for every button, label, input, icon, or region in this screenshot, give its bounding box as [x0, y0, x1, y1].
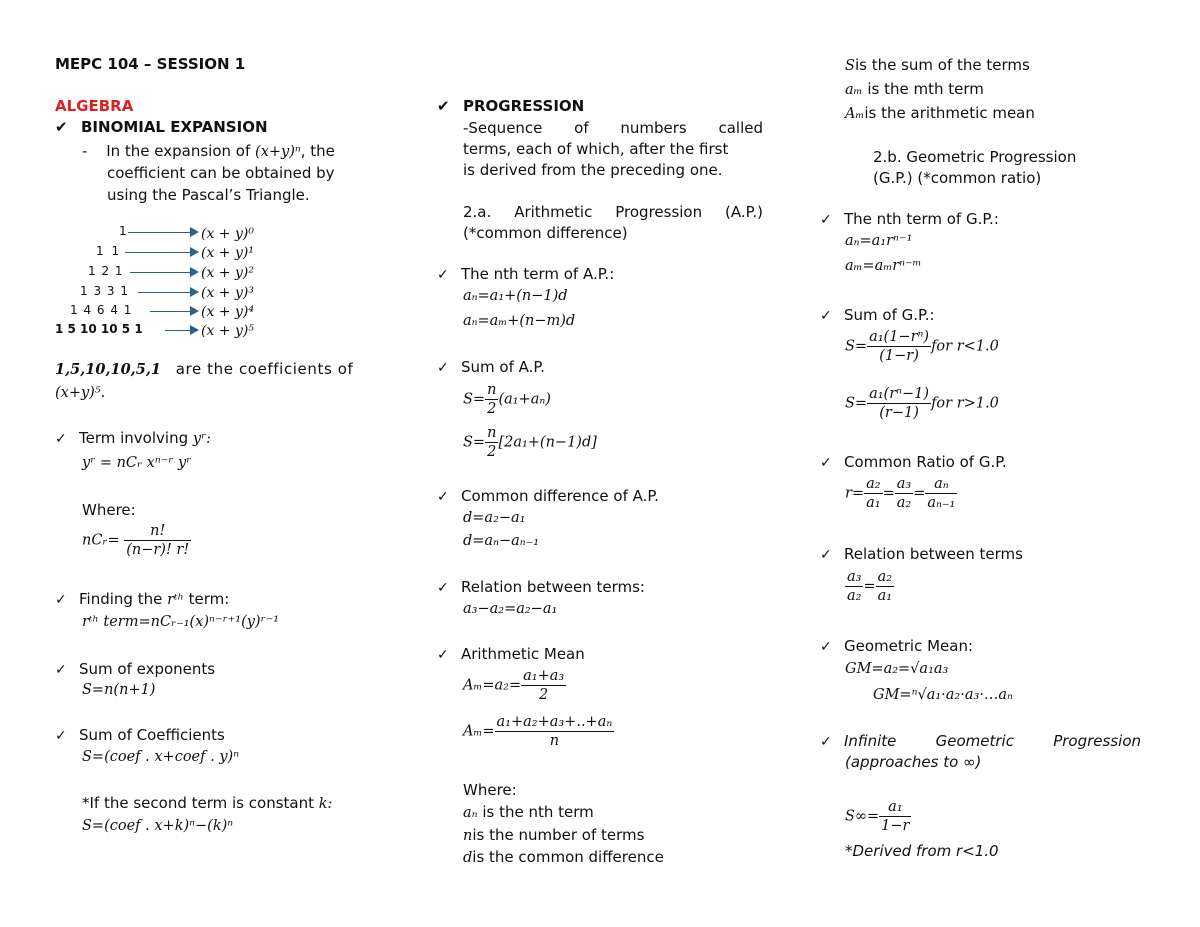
- ap-where-difference: dis the common difference: [463, 848, 664, 866]
- term-heading: ✓ Term involving yʳ:: [55, 429, 212, 447]
- check-icon: ✓: [820, 308, 832, 324]
- progression-desc-line1: -Sequence of numbers called: [463, 119, 763, 137]
- ap-sum-formula-2: S= $\frac{n}{2}$ [2a₁+(n−1)d]: [463, 425, 597, 460]
- pascal-row: 1 2 1: [88, 264, 123, 278]
- check-icon: ✓: [820, 547, 832, 563]
- geometric-mean-heading: ✓ Geometric Mean:: [820, 637, 974, 655]
- arrow-head-icon: [190, 287, 199, 297]
- arithmetic-mean-formula-2: Aₘ= $\frac{\text{a₁+a₂+a₃+..+aₙ}}{n}$: [463, 714, 613, 749]
- coef-sum-formula: S=(coef . x+coef . y)ⁿ: [82, 749, 240, 765]
- arrow-line: [138, 292, 190, 293]
- geometric-mean-formula-1: GM=a₂=√a₁a₃: [845, 661, 949, 677]
- pascal-row: 1: [119, 224, 127, 238]
- ap-where-count: nis the number of terms: [463, 826, 645, 844]
- gp-sum-formula-1: S= $\frac{\text{a₁(1−rⁿ)}}{(1-r)}$ for r<1.0: [845, 329, 999, 364]
- gp-title-line1: 2.b. Geometric Progression: [873, 148, 1077, 166]
- arrow-head-icon: [190, 247, 199, 257]
- coefficients-expr: (x+y)⁵.: [55, 385, 106, 401]
- ap-where-label: Where:: [463, 781, 517, 799]
- rth-heading: ✓ Finding the rᵗʰ term:: [55, 590, 230, 608]
- constant-formula: S=(coef . x+k)ⁿ−(k)ⁿ: [82, 818, 234, 834]
- pascal-row: 1 3 3 1: [80, 284, 128, 298]
- section-algebra: ALGEBRA: [55, 97, 134, 115]
- where-arithmetic-mean: Aₘis the arithmetic mean: [845, 104, 1035, 122]
- ap-title-line1: 2.a. Arithmetic Progression (A.P.): [463, 203, 763, 221]
- binomial-desc-line3: using the Pascal’s Triangle.: [107, 186, 310, 204]
- where-mth: aₘ is the mth term: [845, 80, 984, 98]
- check-icon: ✓: [55, 431, 67, 447]
- check-icon: ✓: [820, 212, 832, 228]
- arrow-line: [150, 311, 190, 312]
- pascal-row: 1 1: [96, 244, 120, 258]
- gp-ratio-heading: ✓ Common Ratio of G.P.: [820, 453, 1007, 471]
- gp-relation-formula: $\frac{\text{a₃}}{\text{a₂}}$ = $\frac{\text{a₂}}{\text{a₁}}$: [847, 569, 893, 604]
- ap-cd-formula-1: d=a₂−a₁: [463, 510, 526, 526]
- check-icon: ✓: [820, 734, 832, 750]
- gp-nth-formula-1: aₙ=a₁rⁿ⁻¹: [845, 233, 913, 249]
- check-icon: ✓: [820, 639, 832, 655]
- pascal-expression: (x + y)²: [201, 265, 254, 281]
- check-icon: ✓: [437, 267, 449, 283]
- ap-cd-formula-2: d=aₙ−aₙ₋₁: [463, 533, 540, 549]
- arrow-head-icon: [190, 306, 199, 316]
- coefficients-note: 1,5,10,10,5,1 are the coefficients of: [55, 360, 354, 378]
- arrow-line: [128, 232, 190, 233]
- coef-sum-heading: ✓ Sum of Coefficients: [55, 726, 225, 744]
- pascal-row: 1 4 6 4 1: [70, 303, 132, 317]
- check-icon: ✓: [437, 647, 449, 663]
- check-icon: ✔: [437, 97, 450, 115]
- ap-cd-heading: ✓ Common difference of A.P.: [437, 487, 659, 505]
- gp-ratio-formula: r= $\frac{\text{a₂}}{\text{a₁}}$ = $\frac{\text{a₃}}{\text{a₂}}$ = $\frac{\text{aₙ}}{\text{aₙ₋₁}}$: [845, 476, 956, 511]
- arrow-line: [130, 272, 190, 273]
- constant-note: *If the second term is constant k:: [82, 794, 333, 812]
- arithmetic-mean-heading: ✓ Arithmetic Mean: [437, 645, 585, 663]
- ap-title-line2: (*common difference): [463, 224, 628, 242]
- rth-formula: rᵗʰ term=nCᵣ₋₁(x)ⁿ⁻ʳ⁺¹(y)ʳ⁻¹: [82, 614, 280, 630]
- ap-where-nth: aₙ is the nth term: [463, 803, 594, 821]
- pascal-expression: (x + y)⁵: [201, 323, 254, 339]
- arrow-head-icon: [190, 325, 199, 335]
- pascal-expression: (x + y)³: [201, 285, 254, 301]
- term-formula: yʳ = nCᵣ xⁿ⁻ʳ yʳ: [82, 455, 192, 471]
- ncr-formula: nCᵣ= $\frac{n!}{(n-r)! r!}$: [82, 523, 190, 558]
- infinite-gp-formula: S∞= $\frac{\text{a₁}}{1-r}$: [845, 799, 910, 834]
- arrow-line: [165, 330, 190, 331]
- ap-sum-heading: ✓ Sum of A.P.: [437, 358, 545, 376]
- check-icon: ✓: [437, 360, 449, 376]
- gp-nth-formula-2: aₘ=aₘrⁿ⁻ᵐ: [845, 258, 922, 274]
- ap-relation-heading: ✓ Relation between terms:: [437, 578, 645, 596]
- binomial-desc-line2: coefficient can be obtained by: [107, 164, 335, 182]
- arrow-head-icon: [190, 227, 199, 237]
- check-icon: ✓: [820, 455, 832, 471]
- pascal-row: 1 5 10 10 5 1: [55, 322, 143, 336]
- ap-nth-formula-2: aₙ=aₘ+(n−m)d: [463, 313, 576, 329]
- gp-sum-formula-2: S= $\frac{\text{a₁(rⁿ−1)}}{(r-1)}$ for r>1.0: [845, 386, 999, 421]
- gp-title-line2: (G.P.) (*common ratio): [873, 169, 1042, 187]
- check-icon: ✔: [55, 118, 68, 136]
- ap-nth-formula-1: aₙ=a₁+(n−1)d: [463, 288, 568, 304]
- check-icon: ✓: [55, 662, 67, 678]
- gp-sum-heading: ✓ Sum of G.P.:: [820, 306, 935, 324]
- ap-sum-formula-1: S= $\frac{n}{2}$ (a₁+aₙ): [463, 382, 551, 417]
- binomial-desc-line1: - In the expansion of (x+y)ⁿ, the: [82, 142, 335, 160]
- arrow-line: [125, 252, 190, 253]
- where-sum: Sis the sum of the terms: [845, 56, 1030, 74]
- gp-nth-heading: ✓ The nth term of G.P.:: [820, 210, 999, 228]
- infinite-gp-subtitle: (approaches to ∞): [845, 753, 982, 771]
- binomial-heading: ✔ BINOMIAL EXPANSION: [55, 118, 268, 136]
- check-icon: ✓: [437, 489, 449, 505]
- progression-desc-line2: terms, each of which, after the first: [463, 140, 729, 158]
- ap-nth-heading: ✓ The nth term of A.P.:: [437, 265, 615, 283]
- infinite-gp-note: *Derived from r<1.0: [845, 842, 999, 860]
- check-icon: ✓: [55, 592, 67, 608]
- geometric-mean-formula-2: GM=ⁿ√a₁·a₂·a₃·…aₙ: [873, 687, 1013, 703]
- exponents-heading: ✓ Sum of exponents: [55, 660, 216, 678]
- progression-heading: ✔ PROGRESSION: [437, 97, 585, 115]
- check-icon: ✓: [437, 580, 449, 596]
- pascal-expression: (x + y)¹: [201, 245, 254, 261]
- pascal-expression: (x + y)⁴: [201, 304, 254, 320]
- infinite-gp-heading: ✓ Infinite Geometric Progression: [820, 732, 1141, 750]
- page-title: MEPC 104 – SESSION 1: [55, 55, 246, 73]
- ap-relation-formula: a₃−a₂=a₂−a₁: [463, 601, 558, 617]
- pascal-expression: (x + y)⁰: [201, 226, 254, 242]
- arithmetic-mean-formula-1: Aₘ=a₂= $\frac{\text{a₁+a₃}}{2}$: [463, 668, 565, 703]
- progression-desc-line3: is derived from the preceding one.: [463, 161, 723, 179]
- gp-relation-heading: ✓ Relation between terms: [820, 545, 1023, 563]
- check-icon: ✓: [55, 728, 67, 744]
- arrow-head-icon: [190, 267, 199, 277]
- where-label: Where:: [82, 501, 136, 519]
- exponents-formula: S=n(n+1): [82, 682, 156, 698]
